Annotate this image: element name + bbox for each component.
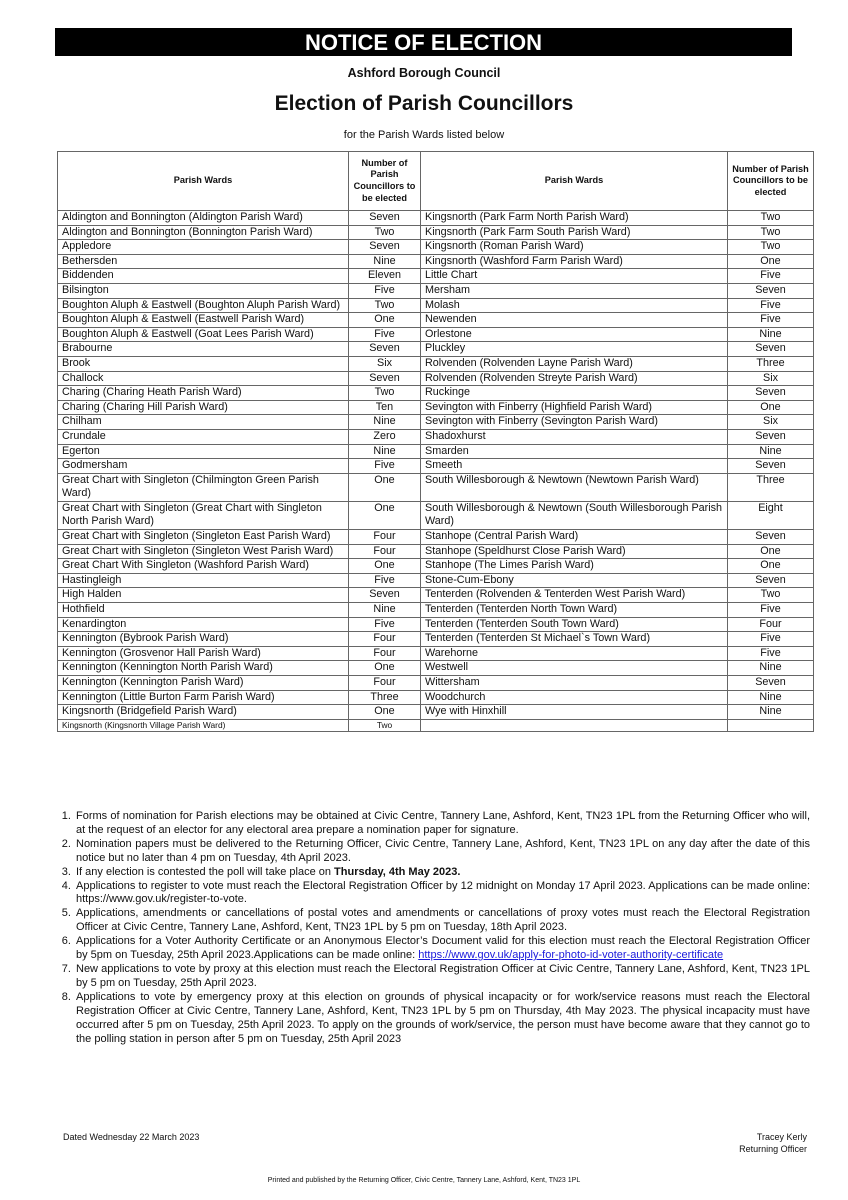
count-cell: Two	[349, 298, 421, 313]
ward-cell: Hastingleigh	[58, 573, 349, 588]
count-cell: Four	[349, 646, 421, 661]
ward-cell: Molash	[421, 298, 728, 313]
ward-cell: Kennington (Little Burton Farm Parish Ward)	[58, 690, 349, 705]
count-cell: Five	[728, 298, 814, 313]
ward-cell: Aldington and Bonnington (Aldington Parish Ward)	[58, 211, 349, 226]
note-item	[74, 866, 810, 880]
dated-line: Dated Wednesday 22 March 2023	[63, 1132, 200, 1142]
count-cell: Nine	[349, 415, 421, 430]
ward-cell: Boughton Aluph & Eastwell (Goat Lees Parish Ward)	[58, 327, 349, 342]
count-cell: Zero	[349, 429, 421, 444]
count-cell: Two	[349, 225, 421, 240]
count-cell: Five	[349, 283, 421, 298]
imprint-line: Printed and published by the Returning Officer, Civic Centre, Tannery Lane, Ashford, Kent, TN23 1PL	[267, 1177, 581, 1184]
table-row	[58, 719, 814, 731]
ward-cell: Wye with Hinxhill	[421, 705, 728, 720]
note-item: 4. Applications to register to vote must reach the Electoral Registration Officer by 12 midnight on Monday 17 April 2023. Applications can be made online: https://www.gov.uk/register-to-vote.	[74, 880, 810, 908]
count-cell: Seven	[728, 386, 814, 401]
ward-cell: Orlestone	[421, 327, 728, 342]
ward-cell: Kingsnorth (Park Farm North Parish Ward)	[421, 211, 728, 226]
table-row	[58, 661, 814, 676]
table-row	[58, 327, 814, 342]
ward-cell: Stanhope (Central Parish Ward)	[421, 530, 728, 545]
count-cell: Nine	[728, 444, 814, 459]
count-cell: Seven	[728, 573, 814, 588]
council-name: Ashford Borough Council	[347, 66, 501, 80]
ward-cell: Bilsington	[58, 283, 349, 298]
count-cell: Seven	[349, 371, 421, 386]
ward-cell: Chilham	[58, 415, 349, 430]
table-row	[58, 429, 814, 444]
note-text: Applications for a Voter Authority Certificate or an Anonymous Elector’s Document valid for this election must reach the Electoral Registration Officer by 5pm on Tuesday, 25th April 2023.Applications can be made online:	[76, 935, 810, 962]
table-row	[58, 400, 814, 415]
count-cell: Nine	[728, 327, 814, 342]
table-row	[58, 473, 814, 501]
ward-cell: Biddenden	[58, 269, 349, 284]
table-row	[58, 254, 814, 269]
count-cell: Seven	[728, 429, 814, 444]
count-cell: One	[728, 544, 814, 559]
ward-cell: Hothfield	[58, 603, 349, 618]
ward-cell: Smeeth	[421, 459, 728, 474]
ward-cell: Great Chart with Singleton (Great Chart with Singleton North Parish Ward)	[58, 501, 349, 529]
ward-cell: Egerton	[58, 444, 349, 459]
ward-cell: Ruckinge	[421, 386, 728, 401]
ward-cell: Kingsnorth (Kingsnorth Village Parish Ward)	[58, 719, 349, 731]
officer-title: Returning Officer	[739, 1143, 807, 1154]
count-cell: One	[728, 559, 814, 574]
ward-cell: Stanhope (Speldhurst Close Parish Ward)	[421, 544, 728, 559]
count-cell: Five	[728, 632, 814, 647]
count-cell: Five	[728, 269, 814, 284]
count-cell: Seven	[349, 211, 421, 226]
count-cell: Seven	[349, 342, 421, 357]
ward-cell: Kingsnorth (Park Farm South Parish Ward)	[421, 225, 728, 240]
note-item: 7. New applications to vote by proxy at this election must reach the Electoral Registration Officer at Civic Centre, Tannery Lane, Ashford, Kent, TN23 1PL by 5 pm on Tuesday, 25th April 2023.	[74, 963, 810, 991]
table-row	[58, 371, 814, 386]
ward-cell: Great Chart With Singleton (Washford Parish Ward)	[58, 559, 349, 574]
table-row	[58, 559, 814, 574]
ward-cell: Bethersden	[58, 254, 349, 269]
note-item	[74, 935, 810, 963]
ward-cell: Woodchurch	[421, 690, 728, 705]
header-parish-wards-right: Parish Wards	[421, 152, 728, 211]
ward-cell: South Willesborough & Newtown (South Willesborough Parish Ward)	[421, 501, 728, 529]
table-row	[58, 283, 814, 298]
count-cell: Two	[349, 386, 421, 401]
ward-cell: Kenardington	[58, 617, 349, 632]
ward-cell: Rolvenden (Rolvenden Streyte Parish Ward)	[421, 371, 728, 386]
officer-name: Tracey Kerly	[756, 1132, 807, 1142]
count-cell: Nine	[349, 254, 421, 269]
ward-cell: Tenterden (Tenterden St Michael`s Town Ward)	[421, 632, 728, 647]
ward-cell: Shadoxhurst	[421, 429, 728, 444]
count-cell: Two	[728, 240, 814, 255]
count-cell: Two	[728, 225, 814, 240]
ward-cell: Sevington with Finberry (Sevington Parish Ward)	[421, 415, 728, 430]
count-cell: Seven	[728, 283, 814, 298]
count-cell: Four	[349, 676, 421, 691]
count-cell: Seven	[349, 588, 421, 603]
count-cell: Eight	[728, 501, 814, 529]
parish-wards-table	[57, 151, 814, 732]
count-cell: Seven	[728, 676, 814, 691]
ward-cell: High Halden	[58, 588, 349, 603]
count-cell: Two	[728, 211, 814, 226]
count-cell: One	[349, 559, 421, 574]
ward-cell: Kennington (Bybrook Parish Ward)	[58, 632, 349, 647]
count-cell: Six	[349, 356, 421, 371]
table-row	[58, 646, 814, 661]
page-title: Election of Parish Councillors	[274, 92, 574, 115]
ward-cell: Kennington (Kennington North Parish Ward)	[58, 661, 349, 676]
count-cell: Five	[349, 459, 421, 474]
ward-cell: Great Chart with Singleton (Chilmington Green Parish Ward)	[58, 473, 349, 501]
note-item: 2. Nomination papers must be delivered to the Returning Officer, Civic Centre, Tannery Lane, Ashford, Kent, TN23 1PL on any day after the date of this notice but no later than 4 pm on Tuesday, 4th April 2023.	[74, 838, 810, 866]
ward-cell: Kingsnorth (Bridgefield Parish Ward)	[58, 705, 349, 720]
table-row	[58, 225, 814, 240]
ward-cell: Challock	[58, 371, 349, 386]
count-cell: Four	[349, 632, 421, 647]
count-cell: One	[349, 705, 421, 720]
table-row	[58, 676, 814, 691]
count-cell: Six	[728, 415, 814, 430]
note-item: 1. Forms of nomination for Parish elections may be obtained at Civic Centre, Tannery Lane, Ashford, Kent, TN23 1PL from the Returning Officer who will, at the request of an elector for any electoral area prepare a nomination paper for signature.	[74, 810, 810, 838]
count-cell: One	[728, 254, 814, 269]
count-cell: Five	[728, 646, 814, 661]
count-cell: Seven	[349, 240, 421, 255]
note-item: 5. Applications, amendments or cancellations of postal votes and amendments or cancellations of proxy votes must reach the Electoral Registration Officer at Civic Centre, Tannery Lane, Ashford, Kent, TN23 1PL by 5 pm on Tuesday, 18th April 2023.	[74, 907, 810, 935]
count-cell: Nine	[728, 705, 814, 720]
table-row	[58, 544, 814, 559]
count-cell: One	[728, 400, 814, 415]
ward-cell: Charing (Charing Hill Parish Ward)	[58, 400, 349, 415]
ward-cell	[421, 719, 728, 731]
ward-cell: Sevington with Finberry (Highfield Parish Ward)	[421, 400, 728, 415]
count-cell: One	[349, 313, 421, 328]
ward-cell: Crundale	[58, 429, 349, 444]
count-cell: Seven	[728, 530, 814, 545]
ward-cell: Brook	[58, 356, 349, 371]
count-cell: Eleven	[349, 269, 421, 284]
notice-banner: NOTICE OF ELECTION	[55, 28, 792, 56]
count-cell: One	[349, 661, 421, 676]
ward-cell: Kingsnorth (Washford Farm Parish Ward)	[421, 254, 728, 269]
ward-cell: Westwell	[421, 661, 728, 676]
ward-cell: Kennington (Grosvenor Hall Parish Ward)	[58, 646, 349, 661]
table-row	[58, 588, 814, 603]
ward-cell: Tenterden (Rolvenden & Tenterden West Parish Ward)	[421, 588, 728, 603]
count-cell: Five	[349, 617, 421, 632]
ward-cell: Little Chart	[421, 269, 728, 284]
notes-list	[57, 810, 810, 1046]
ward-cell: Smarden	[421, 444, 728, 459]
header-parish-wards-left: Parish Wards	[58, 152, 349, 211]
table-row	[58, 386, 814, 401]
ward-cell: South Willesborough & Newtown (Newtown Parish Ward)	[421, 473, 728, 501]
ward-cell: Kingsnorth (Roman Parish Ward)	[421, 240, 728, 255]
count-cell: Two	[349, 719, 421, 731]
table-row	[58, 690, 814, 705]
table-row	[58, 603, 814, 618]
ward-cell: Appledore	[58, 240, 349, 255]
note-item: 8. Applications to vote by emergency proxy at this election on grounds of physical incapacity or for work/service reasons must reach the Electoral Registration Officer at Civic Centre, Tannery Lane, Ashford, Kent, TN23 1PL by 5 pm on Thursday, 4th May 2023. The physical incapacity must have occurred after 5 pm on Tuesday, 25th April 2023. To apply on the grounds of work/service, the person must have become aware that they cannot go to the polling station in person after 5 pm on Tuesday, 25th April 2023	[74, 991, 810, 1047]
count-cell: Four	[349, 530, 421, 545]
ward-cell: Stanhope (The Limes Parish Ward)	[421, 559, 728, 574]
ward-cell: Boughton Aluph & Eastwell (Boughton Aluph Parish Ward)	[58, 298, 349, 313]
ward-cell: Great Chart with Singleton (Singleton West Parish Ward)	[58, 544, 349, 559]
ward-cell: Brabourne	[58, 342, 349, 357]
poll-date: Thursday, 4th May 2023.	[334, 865, 461, 878]
table-row	[58, 342, 814, 357]
table-row	[58, 530, 814, 545]
ward-cell: Rolvenden (Rolvenden Layne Parish Ward)	[421, 356, 728, 371]
table-row	[58, 444, 814, 459]
ward-cell: Warehorne	[421, 646, 728, 661]
ward-cell: Aldington and Bonnington (Bonnington Parish Ward)	[58, 225, 349, 240]
ward-cell: Wittersham	[421, 676, 728, 691]
table-row	[58, 617, 814, 632]
count-cell: Five	[349, 573, 421, 588]
note-text: If any election is contested the poll will take place on	[76, 865, 335, 878]
ward-cell: Godmersham	[58, 459, 349, 474]
count-cell: Nine	[349, 603, 421, 618]
table-row	[58, 313, 814, 328]
ward-cell: Boughton Aluph & Eastwell (Eastwell Parish Ward)	[58, 313, 349, 328]
ward-cell: Kennington (Kennington Parish Ward)	[58, 676, 349, 691]
ward-cell: Stone-Cum-Ebony	[421, 573, 728, 588]
count-cell: Four	[728, 617, 814, 632]
count-cell: One	[349, 473, 421, 501]
count-cell: Three	[728, 473, 814, 501]
ward-cell: Tenterden (Tenterden South Town Ward)	[421, 617, 728, 632]
table-body	[58, 211, 814, 732]
table-row	[58, 356, 814, 371]
count-cell: Nine	[728, 661, 814, 676]
ward-cell: Charing (Charing Heath Parish Ward)	[58, 386, 349, 401]
ward-cell: Great Chart with Singleton (Singleton East Parish Ward)	[58, 530, 349, 545]
count-cell: Five	[728, 313, 814, 328]
table-header-row	[58, 152, 814, 211]
table-row	[58, 573, 814, 588]
table-row	[58, 211, 814, 226]
count-cell: Five	[728, 603, 814, 618]
page-subtitle: for the Parish Wards listed below	[343, 129, 505, 141]
ward-cell: Mersham	[421, 283, 728, 298]
header-councillors-left: Number of Parish Councillors to be elected	[349, 152, 421, 211]
count-cell: Seven	[728, 459, 814, 474]
signature-block	[739, 1132, 807, 1155]
count-cell: Three	[349, 690, 421, 705]
table-row	[58, 269, 814, 284]
count-cell: One	[349, 501, 421, 529]
ward-cell: Pluckley	[421, 342, 728, 357]
count-cell: Nine	[349, 444, 421, 459]
table-row	[58, 501, 814, 529]
count-cell: Six	[728, 371, 814, 386]
table-row	[58, 459, 814, 474]
table-row	[58, 415, 814, 430]
table-row	[58, 705, 814, 720]
table-row	[58, 298, 814, 313]
count-cell: Five	[349, 327, 421, 342]
ward-cell: Newenden	[421, 313, 728, 328]
count-cell: Three	[728, 356, 814, 371]
count-cell: Two	[728, 588, 814, 603]
count-cell: Seven	[728, 342, 814, 357]
voter-authority-link[interactable]: https://www.gov.uk/apply-for-photo-id-voter-authority-certificate	[418, 949, 724, 962]
table-row	[58, 240, 814, 255]
count-cell: Nine	[728, 690, 814, 705]
table-row	[58, 632, 814, 647]
ward-cell: Tenterden (Tenterden North Town Ward)	[421, 603, 728, 618]
count-cell: Ten	[349, 400, 421, 415]
count-cell: Four	[349, 544, 421, 559]
count-cell	[728, 719, 814, 731]
header-councillors-right: Number of Parish Councillors to be elected	[728, 152, 814, 211]
